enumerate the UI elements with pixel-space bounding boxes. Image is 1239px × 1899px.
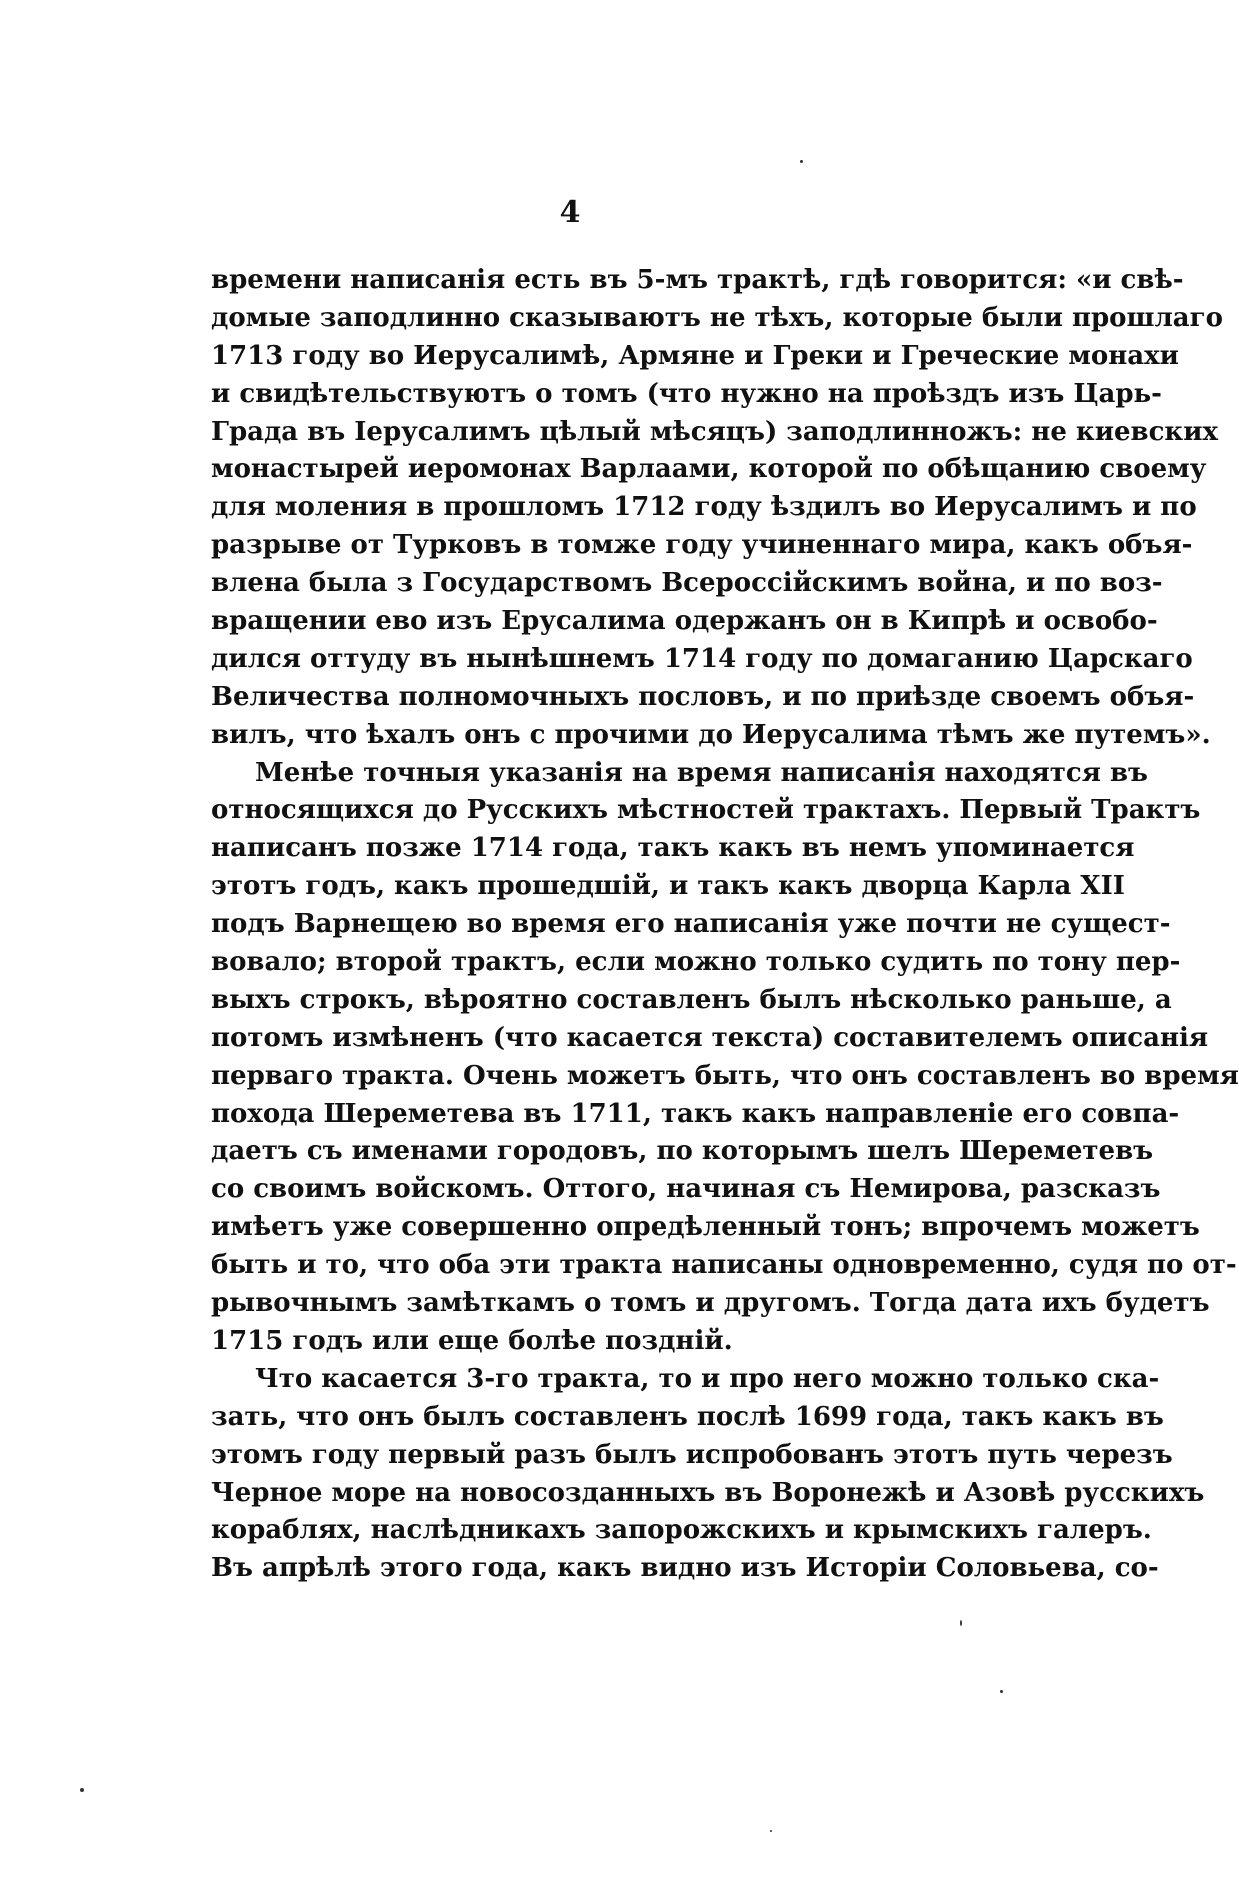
text-line: рывочнымъ замѣткамъ о томъ и другомъ. Тогда дата ихъ будетъ	[211, 1288, 1210, 1319]
page-number: 4	[559, 195, 581, 230]
body-text	[211, 262, 1239, 1588]
text-line: зать, что онъ былъ составленъ послѣ 1699 года, такъ какъ въ	[211, 1401, 1164, 1432]
scan-speck	[770, 1830, 772, 1832]
text-line: этомъ году первый разъ былъ испробованъ этотъ путь черезъ	[211, 1439, 1173, 1470]
text-line: и свидѣтельствуютъ о томъ (что нужно на проѣздъ изъ Царь-	[211, 378, 1162, 409]
text-line: даетъ съ именами городовъ, по которымъ шелъ Шереметевъ	[211, 1136, 1154, 1167]
scan-speck	[800, 160, 803, 163]
text-line: дился оттуду въ нынѣшнемъ 1714 году по домаганию Царскаго	[211, 643, 1193, 674]
text-line: подъ Варнещею во время его написанія уже почти не сущест-	[211, 909, 1171, 940]
text-line: Менѣе точныя указанія на время написанія находятся въ	[255, 757, 1149, 788]
text-line: вращении ево изъ Ерусалима одержанъ он в Кипрѣ и освобо-	[211, 606, 1158, 637]
paragraph-2	[211, 755, 1239, 1361]
text-line: со своимъ войскомъ. Оттого, начиная съ Немирова, разсказъ	[211, 1174, 1161, 1205]
text-line: написанъ позже 1714 года, такъ какъ въ немъ упоминается	[211, 833, 1135, 864]
text-line: Черное море на новосозданныхъ въ Воронежѣ и Азовѣ русскихъ	[211, 1477, 1205, 1508]
text-line: Града въ Іерусалимъ цѣлый мѣсяцъ) заподлинножъ: не киевских	[211, 416, 1218, 447]
text-line: влена была з Государствомъ Всероссійскимъ война, и по воз-	[211, 568, 1163, 599]
paragraph-1	[211, 262, 1223, 755]
text-line: Что касается 3-го тракта, то и про него можно только ска-	[255, 1363, 1160, 1394]
text-line: кораблях, наслѣдникахъ запорожскихъ и крымскихъ галеръ.	[211, 1515, 1152, 1546]
text-line: быть и то, что оба эти тракта написаны одновременно, судя по от-	[211, 1250, 1237, 1281]
text-line: потомъ измѣненъ (что касается текста) составителемъ описанія	[211, 1022, 1209, 1053]
text-line: Величества полномочныхъ пословъ, и по приѣзде своемъ объя-	[211, 681, 1195, 712]
text-line: выхъ строкъ, вѣроятно составленъ былъ нѣсколько раньше, а	[211, 984, 1172, 1015]
text-line: имѣетъ уже совершенно опредѣленный тонъ; впрочемъ можетъ	[211, 1212, 1200, 1243]
text-line: вилъ, что ѣхалъ онъ с прочими до Иерусалима тѣмъ же путемъ».	[211, 719, 1211, 750]
text-line: домые заподлинно сказываютъ не тѣхъ, которые были прошлаго	[211, 302, 1223, 333]
text-line: вовало; второй трактъ, если можно только судить по тону пер-	[211, 947, 1181, 978]
text-line: перваго тракта. Очень можетъ быть, что онъ составленъ во время	[211, 1060, 1239, 1091]
text-line: относящихся до Русскихъ мѣстностей трактахъ. Первый Трактъ	[211, 795, 1201, 826]
scan-speck	[960, 1620, 962, 1626]
paragraph-3	[211, 1361, 1205, 1588]
scan-speck	[80, 1788, 84, 1792]
text-line: Въ апрѣлѣ этого года, какъ видно изъ Исторіи Соловьева, со-	[211, 1553, 1159, 1584]
text-line: этотъ годъ, какъ прошедшій, и такъ какъ дворца Карла XII	[211, 871, 1125, 902]
text-line: 1715 годъ или еще болѣе поздній.	[211, 1325, 733, 1356]
text-line: 1713 году во Иерусалимѣ, Армяне и Греки и Греческие монахи	[211, 340, 1179, 371]
text-line: для моления в прошломъ 1712 году ѣздилъ во Иерусалимъ и по	[211, 492, 1197, 523]
text-line: монастырей иеромонах Варлаами, которой по обѣщанию своему	[211, 454, 1207, 485]
text-line: времени написанія есть въ 5-мъ трактѣ, гдѣ говорится: «и свѣ-	[211, 265, 1184, 295]
text-line: похода Шереметева въ 1711, такъ какъ направленіе его совпа-	[211, 1098, 1180, 1129]
text-line: разрыве от Турковъ в томже году учиненнаго мира, какъ объя-	[211, 530, 1193, 561]
scan-speck	[1000, 1690, 1003, 1693]
